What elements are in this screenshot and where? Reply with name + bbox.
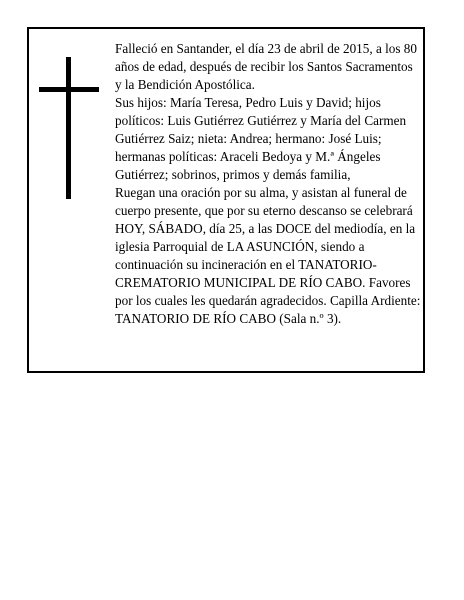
death-announcement: Falleció en Santander, el día 23 de abril de 2015, a los 80 años de edad, después de recibir los Santos Sacramentos y la Bendición Apostólica.	[115, 41, 417, 92]
cross-vertical-bar	[66, 57, 71, 199]
obituary-text	[115, 40, 421, 328]
family-list: Sus hijos: María Teresa, Pedro Luis y David; hijos políticos: Luis Gutiérrez Gutiérrez y María del Carmen Gutiérrez Saiz; nieta: Andrea; hermano: José Luis; hermanas políticas: Araceli Bedoya y M.ª Ángeles Gutiérrez; sobrinos, primos y demás familia,	[115, 95, 407, 182]
cross-horizontal-bar	[39, 87, 99, 92]
latin-cross-icon	[39, 57, 99, 199]
funeral-details: Ruegan una oración por su alma, y asistan al funeral de cuerpo presente, que por su eterno descanso se celebrará HOY, SÁBADO, día 25, a las DOCE del mediodía, en la iglesia Parroquial de LA ASUNCIÓN, siendo a continuación su incineración en el TANATORIO-CREMATORIO MUNICIPAL DE RÍO CABO. Favores por los cuales les quedarán agradecidos. Capilla Ardiente: TANATORIO DE RÍO CABO (Sala n.º 3).	[115, 185, 421, 326]
obituary-notice	[27, 27, 425, 373]
